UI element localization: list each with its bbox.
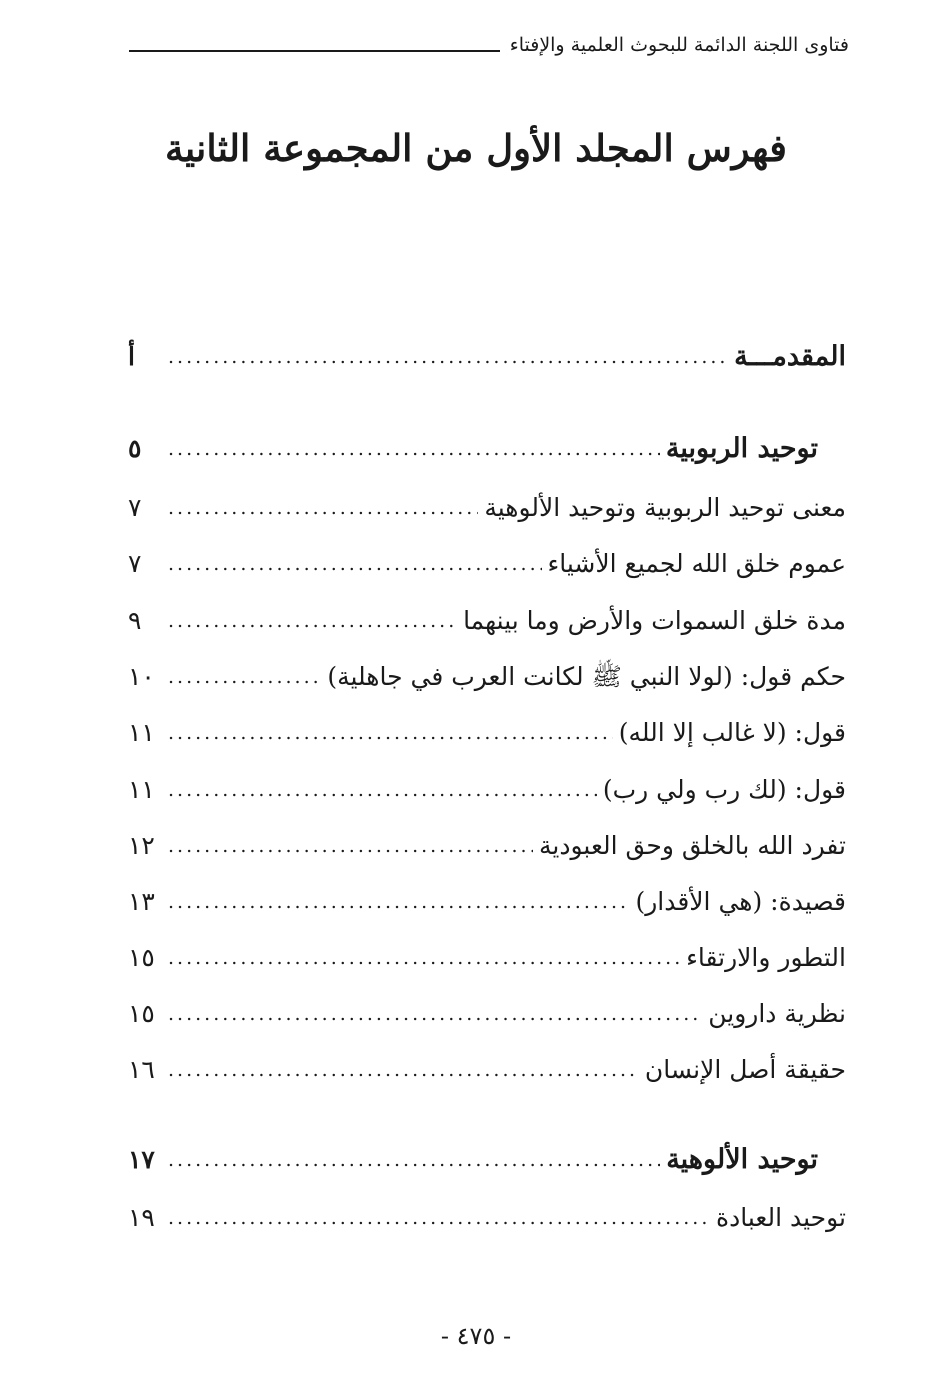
toc-entry	[128, 599, 846, 643]
toc-entry-title: توحيد العبادة	[716, 1203, 846, 1232]
leader-dots	[168, 1055, 639, 1085]
toc-entry-page: ٧	[128, 493, 142, 522]
toc-entry-page: ١١	[128, 775, 155, 804]
leader-dots	[168, 549, 542, 579]
toc-entry	[128, 936, 846, 980]
leader-dots	[168, 943, 680, 973]
leader-dots	[168, 1145, 660, 1175]
toc-entry	[128, 824, 846, 868]
toc-entry-page: ١٠	[128, 662, 155, 691]
toc-entry	[128, 1138, 818, 1182]
toc-entry	[128, 427, 818, 471]
leader-dots	[168, 718, 613, 748]
toc-entry-page: ١٧	[128, 1145, 155, 1174]
leader-dots	[168, 887, 629, 917]
toc-entry-page: أ	[128, 342, 135, 371]
toc-entry-page: ١٩	[128, 1203, 155, 1232]
toc-entry-title: قول: (لا غالب إلا الله)	[618, 718, 846, 747]
running-header	[129, 26, 849, 56]
toc-entry-title: حكم قول: (لولا النبي ﷺ لكانت العرب في جاهلية)	[327, 662, 846, 691]
leader-dots	[168, 606, 457, 636]
toc-entry-page: ١٥	[128, 943, 155, 972]
index-title: فهرس المجلد الأول من المجموعة الثانية	[165, 126, 787, 170]
toc-entry-title: عموم خلق الله لجميع الأشياء	[547, 549, 846, 578]
toc-entry	[128, 992, 846, 1036]
toc-entry-title: المقدمـــة	[734, 341, 846, 372]
toc-entry-title: التطور والارتقاء	[686, 943, 846, 972]
leader-dots	[168, 342, 728, 372]
leader-dots	[168, 775, 597, 805]
toc-entry-title: تفرد الله بالخلق وحق العبودية	[539, 831, 846, 860]
toc-entry-title: قصيدة: (هي الأقدار)	[635, 887, 846, 916]
leader-dots	[168, 831, 533, 861]
leader-dots	[168, 1203, 710, 1233]
leader-dots	[168, 662, 321, 692]
page-number: - ٤٧٥ -	[440, 1322, 512, 1350]
toc-entry-title: توحيد الألوهية	[666, 1144, 818, 1175]
running-title: فتاوى اللجنة الدائمة للبحوث العلمية والإفتاء	[509, 34, 849, 56]
toc-entry	[128, 486, 846, 530]
toc-entry	[128, 542, 846, 586]
toc-entry-page: ١٢	[128, 831, 155, 860]
leader-dots	[168, 493, 478, 523]
toc-entry	[128, 335, 846, 379]
toc-entry	[128, 1196, 846, 1240]
toc-entry	[128, 655, 846, 699]
toc-entry-page: ٧	[128, 549, 142, 578]
header-rule	[129, 50, 500, 52]
toc-entry-page: ١٣	[128, 887, 155, 916]
toc-entry-page: ٥	[128, 434, 142, 463]
toc-entry-page: ١٦	[128, 1055, 155, 1084]
toc-entry-title: نظرية داروين	[708, 999, 846, 1028]
toc-entry-page: ١٥	[128, 999, 155, 1028]
toc-entry-page: ٩	[128, 606, 142, 635]
leader-dots	[168, 434, 660, 464]
toc-entry-title: توحيد الربوبية	[665, 433, 818, 464]
toc-entry	[128, 1048, 846, 1092]
toc-entry	[128, 880, 846, 924]
toc-entry-page: ١١	[128, 718, 155, 747]
toc-entry-title: مدة خلق السموات والأرض وما بينهما	[463, 606, 846, 635]
toc-entry-title: معنى توحيد الربوبية وتوحيد الألوهية	[484, 493, 846, 522]
leader-dots	[168, 999, 702, 1029]
toc-entry	[128, 768, 846, 812]
toc-entry-title: حقيقة أصل الإنسان	[644, 1055, 846, 1084]
toc-entry	[128, 711, 846, 755]
toc-entry-title: قول: (لك رب ولي رب)	[602, 775, 846, 804]
